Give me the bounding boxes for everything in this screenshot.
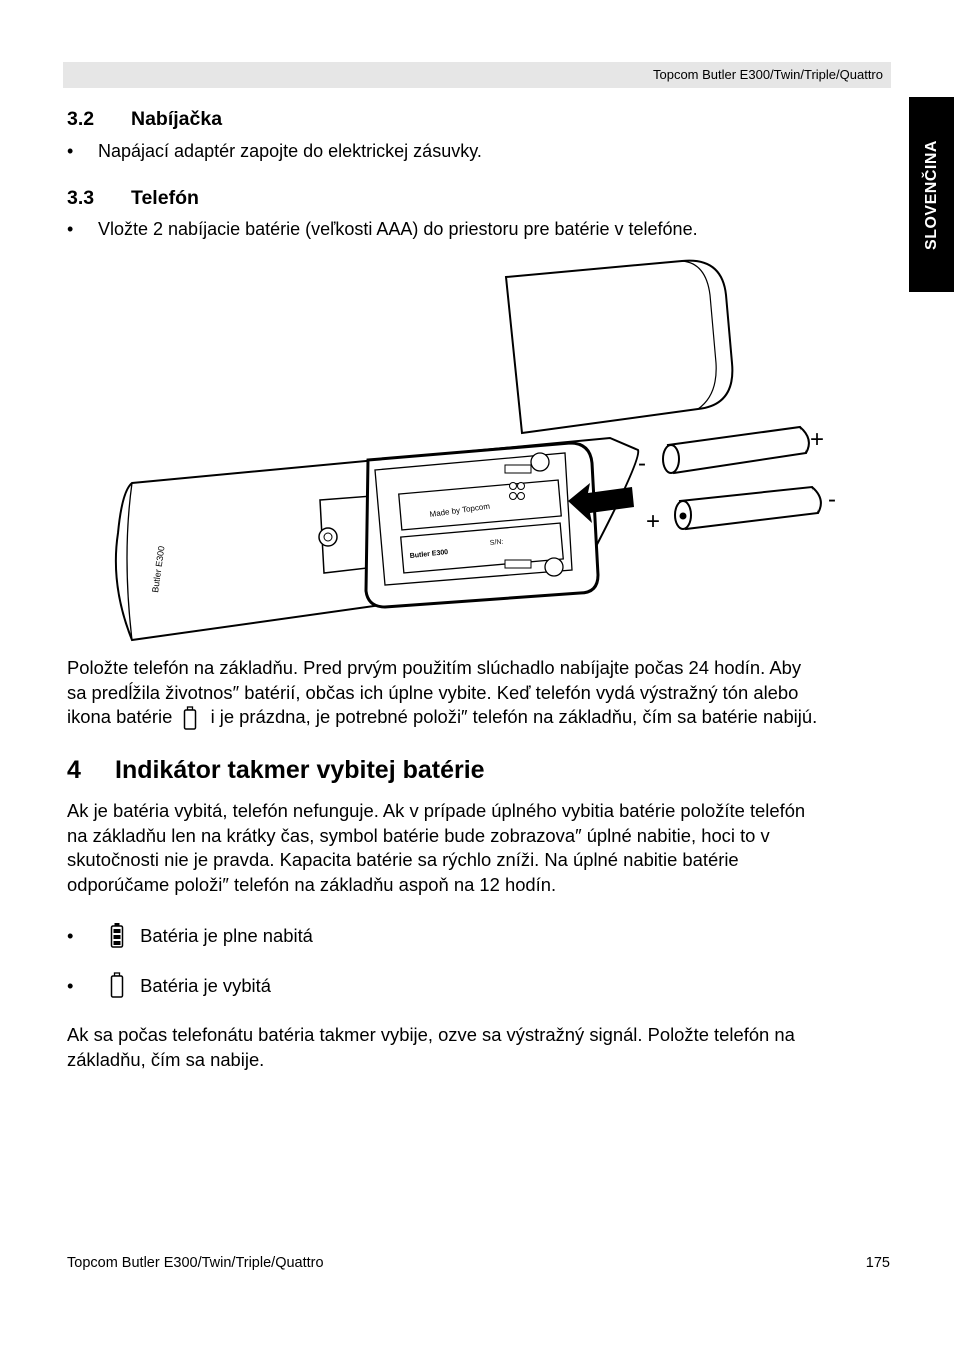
paragraph-line: skutočnosti nie je pravda. Kapacita batérie sa rýchlo zníži. Na úplné nabitie batérie <box>67 849 739 870</box>
section-number: 3.2 <box>67 108 95 130</box>
bullet-text: Vložte 2 nabíjacie batérie (veľkosti AAA) do priestoru pre batérie v telefóne. <box>98 219 698 239</box>
low-battery-paragraph <box>67 799 897 897</box>
warning-paragraph <box>67 1023 897 1072</box>
minus-sign-upper: - <box>638 450 646 477</box>
battery-insertion-illustration <box>110 255 850 650</box>
bullet-item <box>67 141 482 162</box>
paragraph-line: odporúčame položi″ telefón na základňu aspoň na 12 hodín. <box>67 873 557 895</box>
screw-hole <box>319 528 337 546</box>
handset-brand-text: Butler E300 <box>150 545 167 594</box>
section-3-3-heading <box>67 187 199 210</box>
paragraph-text: ikona batérie <box>67 706 173 727</box>
minus-sign-lower: - <box>828 486 836 513</box>
paragraph-line <box>67 705 897 730</box>
full-battery-icon <box>110 922 124 948</box>
paragraph-text: i je prázdna, je potrebné položi″ telefón na základňu, čím sa batérie nabijú. <box>210 706 818 727</box>
paragraph-line: Ak je batéria vybitá, telefón nefunguje. Ak v prípade úplného vybitia batérie položíte telefón <box>67 800 806 821</box>
language-tab-label: SLOVENČINA <box>922 139 940 250</box>
section-title: Telefón <box>131 187 199 209</box>
paragraph-line: Ak sa počas telefonátu batéria takmer vybije, ozve sa výstražný signál. Položte telefón na <box>67 1024 795 1045</box>
header-title: Topcom Butler E300/Twin/Triple/Quattro <box>652 67 883 82</box>
empty-battery-icon <box>183 706 197 730</box>
plus-sign-lower: + <box>646 508 661 535</box>
section-number: 4 <box>67 756 81 784</box>
language-tab <box>909 97 954 292</box>
paragraph-line: sa predĺžila životnos″ batérií, občas ich úplne vybite. Keď telefón vydá výstražný tón alebo <box>67 681 799 703</box>
footer-title: Topcom Butler E300/Twin/Triple/Quattro <box>67 1255 324 1271</box>
section-title: Nabíjačka <box>131 108 223 130</box>
bullet-item <box>67 219 698 240</box>
bullet-dot: • <box>67 975 74 996</box>
paragraph-line: základňu, čím sa nabije. <box>67 1048 265 1070</box>
bullet-item-empty-battery <box>67 972 271 998</box>
bullet-text: Batéria je plne nabitá <box>140 925 313 946</box>
bullet-text: Napájací adaptér zapojte do elektrickej zásuvky. <box>98 141 482 161</box>
bullet-text: Batéria je vybitá <box>140 975 271 996</box>
made-by-text: Made by Topcom <box>429 501 491 519</box>
charging-paragraph <box>67 656 897 730</box>
bullet-dot: • <box>67 925 74 946</box>
aaa-battery-lower <box>675 487 821 529</box>
paragraph-line: Položte telefón na základňu. Pred prvým použitím slúchadlo nabíjajte počas 24 hodín. Aby <box>67 657 802 678</box>
paragraph-line: na základňu len na krátky čas, symbol batérie bude zobrazova″ úplné nabitie, hoci to v <box>67 824 770 846</box>
section-title: Indikátor takmer vybitej batérie <box>115 756 485 784</box>
compartment-brand-text: Butler E300 <box>409 548 449 560</box>
empty-battery-icon <box>110 972 124 998</box>
serial-label: S/N: <box>489 538 504 547</box>
plus-sign-upper: + <box>810 426 825 453</box>
bullet-dot: • <box>67 219 74 239</box>
battery-compartment <box>366 443 598 607</box>
section-3-2-heading <box>67 108 222 131</box>
page-number: 175 <box>865 1255 890 1271</box>
aaa-battery-upper <box>663 427 809 473</box>
section-number: 3.3 <box>67 187 95 209</box>
bullet-dot: • <box>67 141 74 161</box>
section-4-heading <box>67 756 485 785</box>
header-bar <box>63 62 891 88</box>
battery-cover <box>506 261 732 433</box>
bullet-item-full-battery <box>67 922 313 948</box>
